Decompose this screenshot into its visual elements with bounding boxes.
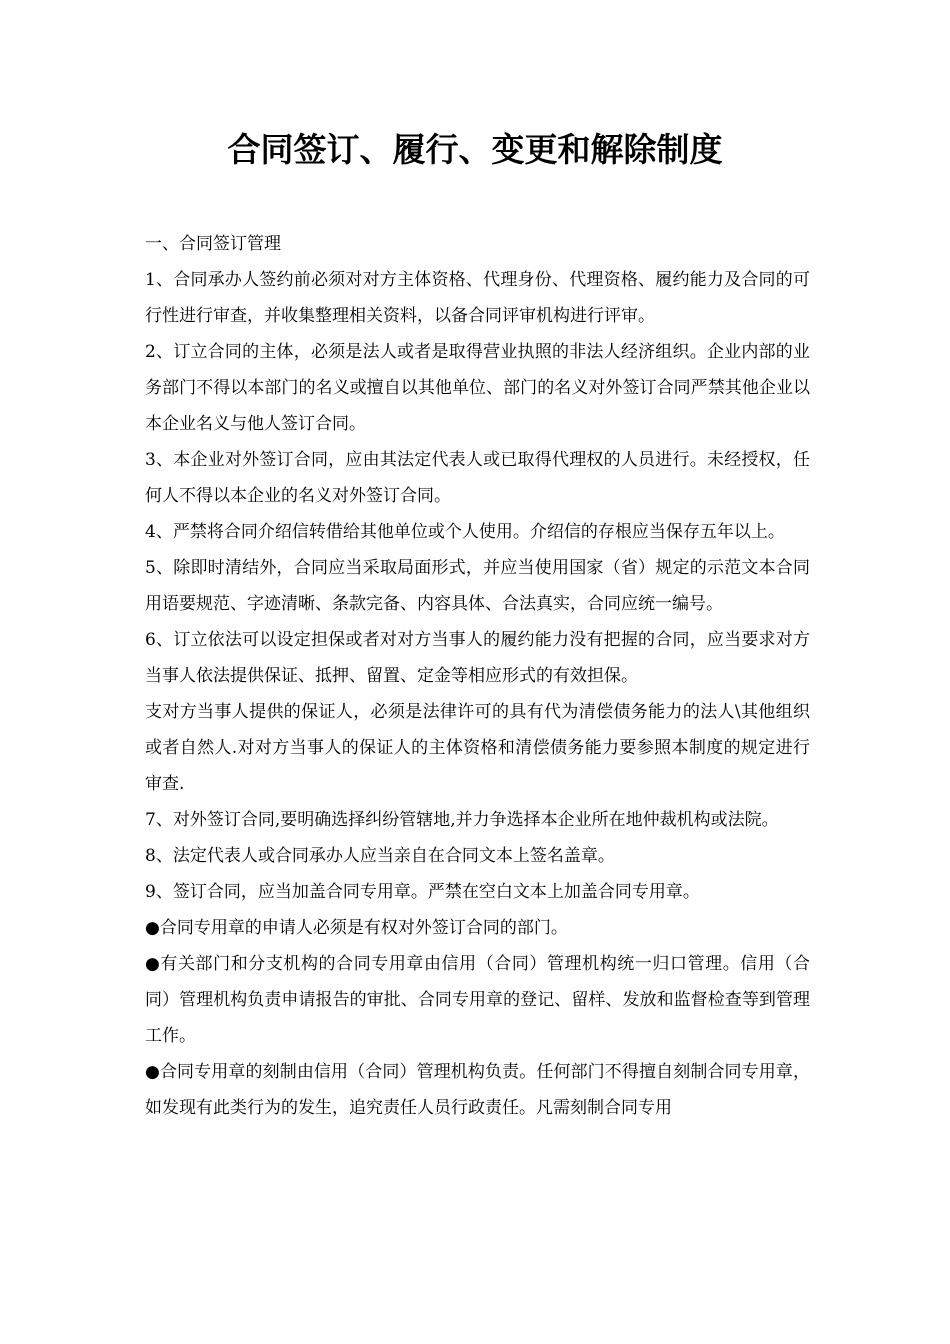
- paragraph-7: 7、对外签订合同,要明确选择纠纷管辖地,并力争选择本企业所在地仲裁机构或法院。: [145, 810, 779, 830]
- paragraph-6-guarantor: 支对方当事人提供的保证人，必须是法律许可的具有代为清偿债务能力的法人\其他组织或者自然人.对对方当事人的保证人的主体资格和清偿债务能力要参照本制度的规定进行审查.: [145, 702, 810, 794]
- paragraph-9: 9、签订合同，应当加盖合同专用章。严禁在空白文本上加盖合同专用章。: [145, 882, 700, 902]
- paragraph-8: 8、法定代表人或合同承办人应当亲自在合同文本上签名盖章。: [145, 846, 615, 866]
- paragraph-1: 1、合同承办人签约前必须对对方主体资格、代理身份、代理资格、履约能力及合同的可行性进行审查，并收集整理相关资料，以备合同评审机构进行评审。: [145, 270, 810, 326]
- document-title: 合同签订、履行、变更和解除制度: [227, 130, 723, 169]
- document-body: [145, 226, 810, 1126]
- paragraph-4: 4、严禁将合同介绍信转借给其他单位或个人使用。介绍信的存根应当保存五年以上。: [145, 522, 785, 542]
- bullet-item-2: ●有关部门和分支机构的合同专用章由信用（合同）管理机构统一归口管理。信用（合同）管理机构负责申请报告的审批、合同专用章的登记、留样、发放和监督检查等到管理工作。: [145, 954, 810, 1046]
- bullet-item-3: ●合同专用章的刻制由信用（合同）管理机构负责。任何部门不得擅自刻制合同专用章，如发现有此类行为的发生，追究责任人员行政责任。凡需刻制合同专用: [145, 1062, 810, 1118]
- paragraph-5: 5、除即时清结外，合同应当采取局面形式，并应当使用国家（省）规定的示范文本合同用语要规范、字迹清晰、条款完备、内容具体、合法真实，合同应统一编号。: [145, 558, 810, 614]
- paragraph-3: 3、本企业对外签订合同，应由其法定代表人或已取得代理权的人员进行。未经授权，任何人不得以本企业的名义对外签订合同。: [145, 450, 810, 506]
- paragraph-6: 6、订立依法可以设定担保或者对对方当事人的履约能力没有把握的合同，应当要求对方当事人依法提供保证、抵押、留置、定金等相应形式的有效担保。: [145, 630, 810, 686]
- section-heading: 一、合同签订管理: [145, 234, 281, 254]
- paragraph-2: 2、订立合同的主体，必须是法人或者是取得营业执照的非法人经济组织。企业内部的业务部门不得以本部门的名义或擅自以其他单位、部门的名义对外签订合同严禁其他企业以本企业名义与他人签订合同。: [145, 342, 810, 434]
- bullet-item-1: ●合同专用章的申请人必须是有权对外签订合同的部门。: [145, 918, 568, 938]
